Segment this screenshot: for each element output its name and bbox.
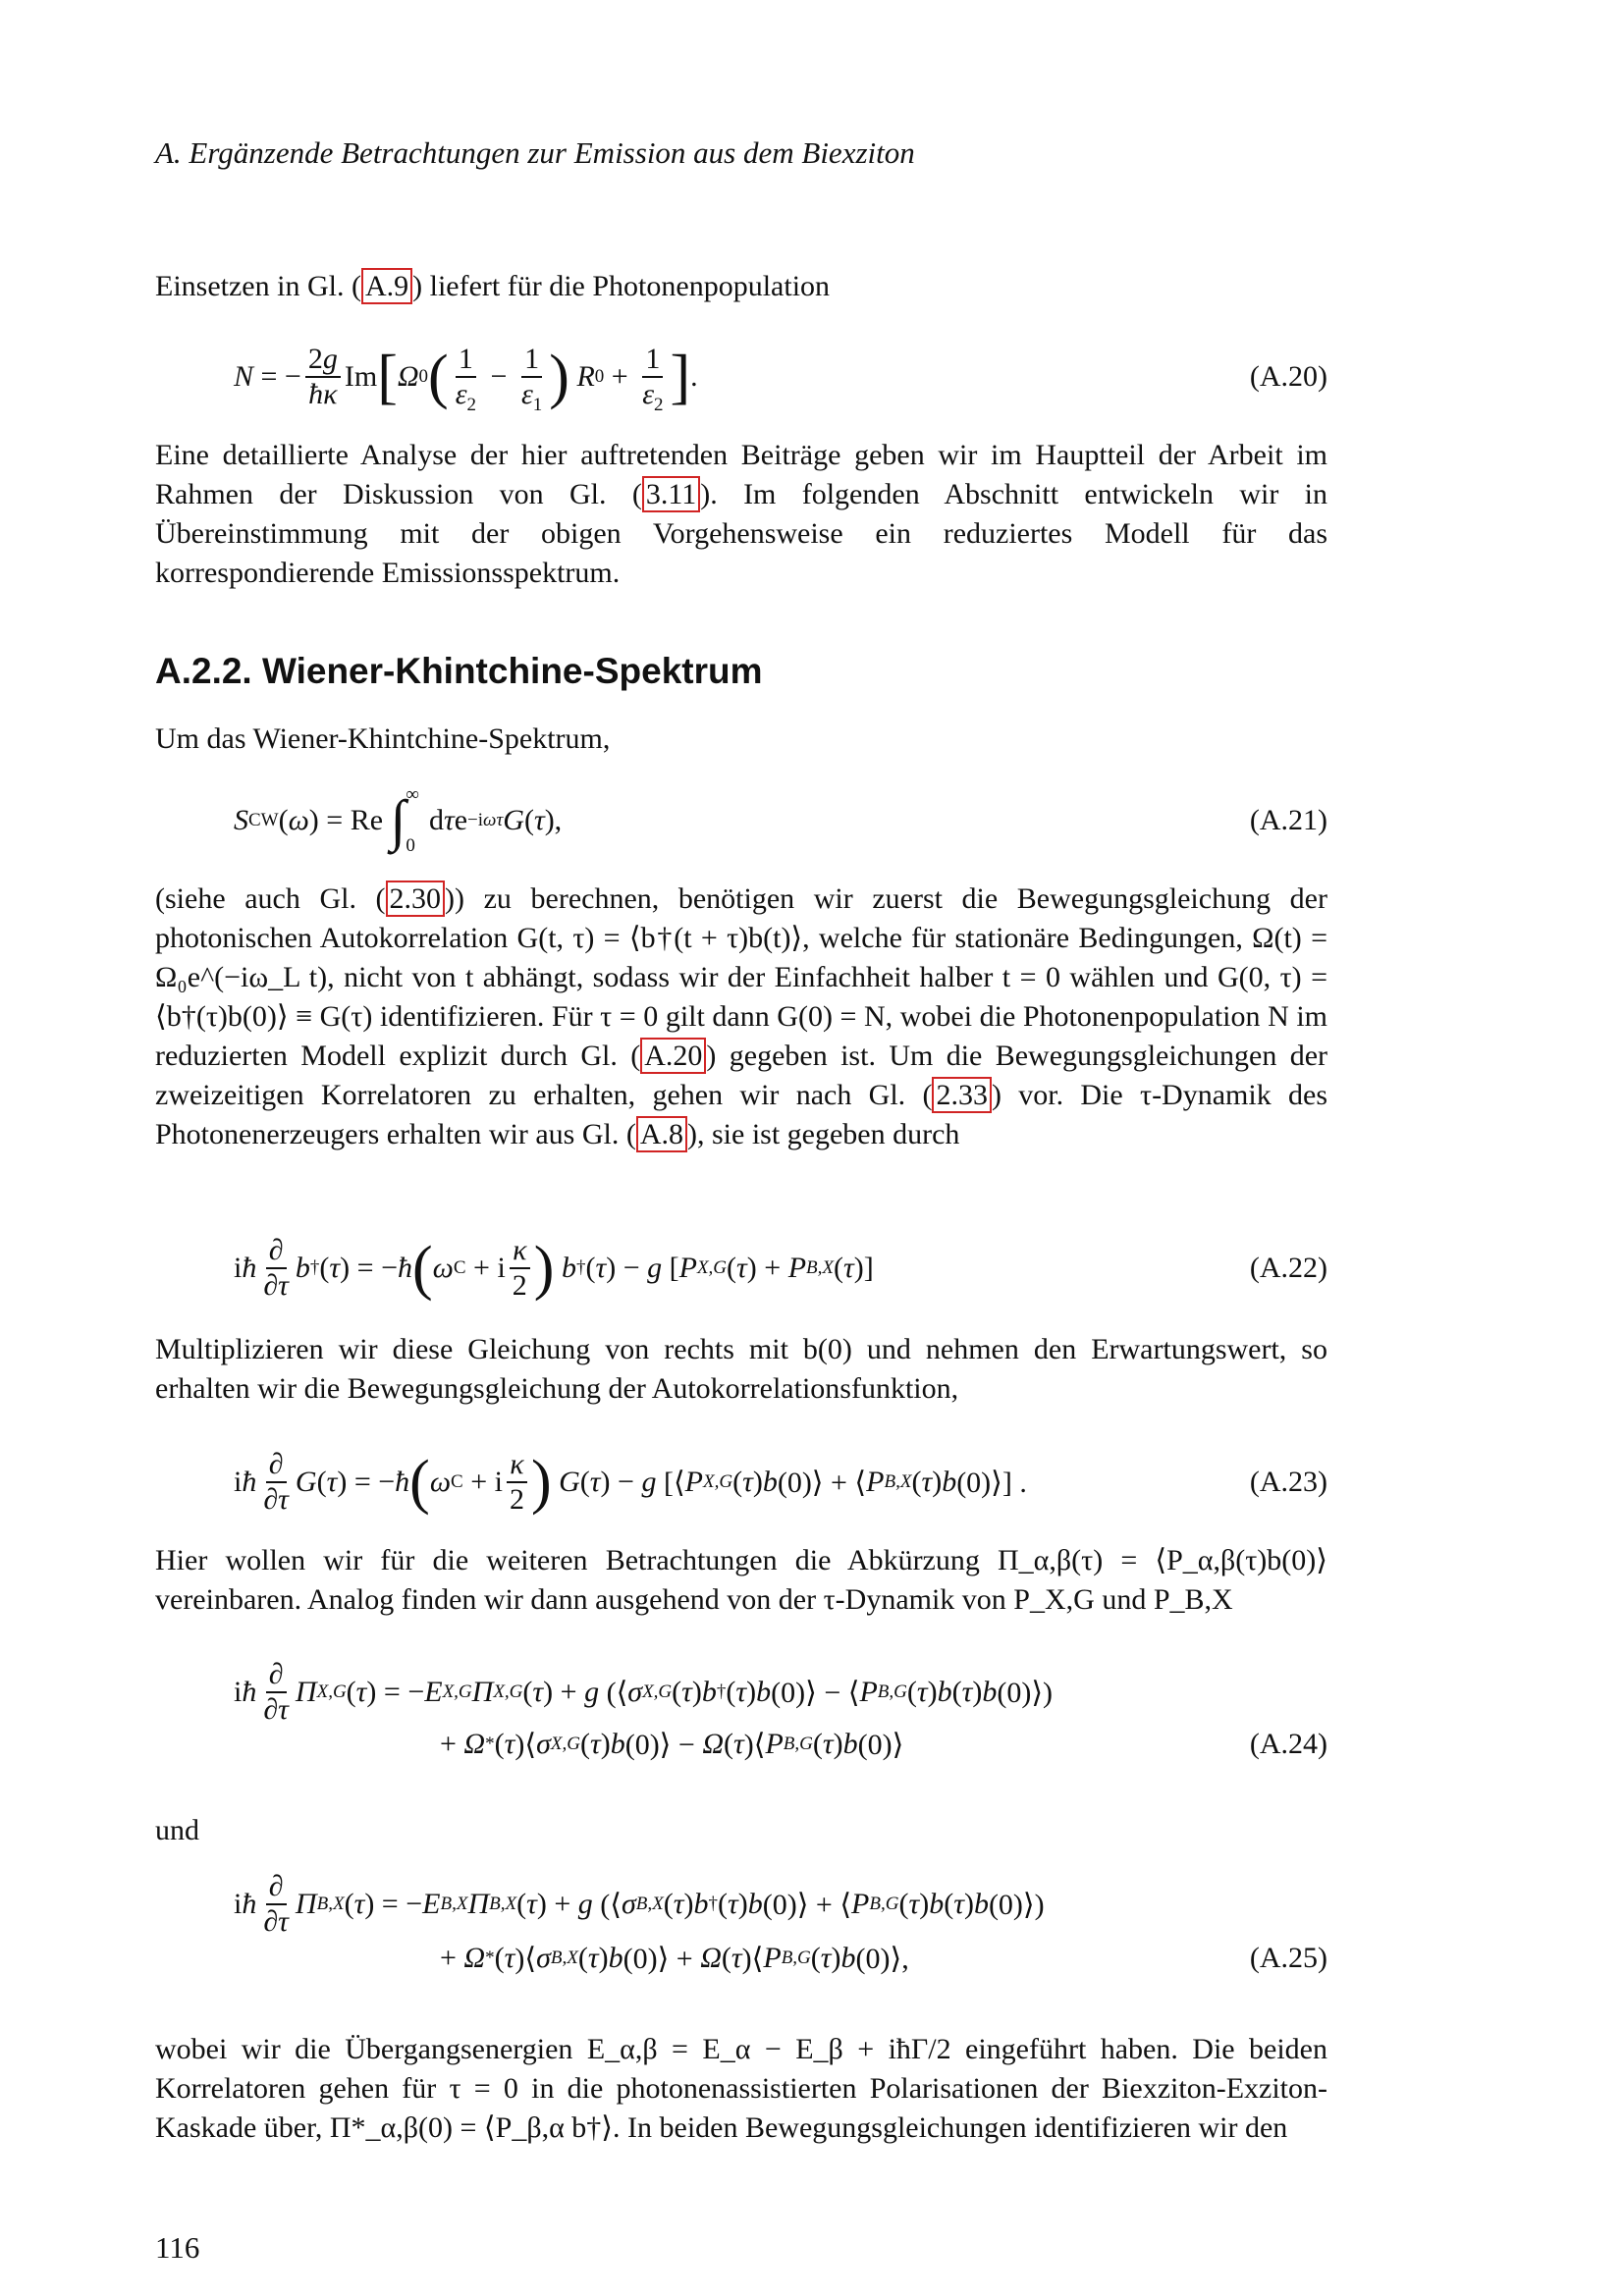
text: ) gegeben ist. Um die Bewegungsgleichungen der zweizeitigen Korrelatoren zu erhalten, gehen wir nach Gl. (: [155, 1040, 1327, 1111]
equation-body: i ħ $\frac{\partial}{\partial\tau}$ b † ( τ ) = − ħ ( ω C + i $\frac{\kappa}{2}$ ) b † ( τ ) − g [ P X,G ( τ ) + P B,X ( τ )]: [234, 1234, 874, 1302]
document-page: [155, 0, 1327, 2296]
paragraph-abbreviation: Hier wollen wir für die weiteren Betrachtungen die Abkürzung Π_α,β(τ) = ⟨P_α,β(τ)b(0)⟩ vereinbaren. Analog finden wir dann ausgehend von der τ-Dynamik von P_X,G und P_B,X: [155, 1544, 1327, 1616]
paragraph-autocorrelation: [155, 880, 1327, 1154]
equation-body: S CW ( ω ) = Re ∫ ∞ 0 d τ e −iωτ G ( τ ),: [234, 784, 563, 856]
running-head: A. Ergänzende Betrachtungen zur Emission aus dem Biexziton: [155, 135, 915, 170]
equation-line-2: + Ω * ( τ )⟨ σ B,X ( τ ) b (0)⟩ + Ω ( τ )⟨ P B,G ( τ ) b (0)⟩,: [440, 1942, 909, 1975]
paragraph-transition-energies: wobei wir die Übergangsenergien E_α,β = E_α − E_β + iħΓ/2 eingeführt haben. Die beiden Korrelatoren gehen für τ = 0 in die photonenassistierten Polarisationen der Biexziton-Exziton-Kaskade über, Π*_α,β(0) = ⟨P_β,α b†⟩. In beiden Bewegungsgleichungen identifizieren wir den: [155, 2033, 1327, 2144]
page-number: 116: [155, 2230, 200, 2265]
text: ). Im folgenden Abschnitt entwickeln wir in Übereinstimmung mit der obigen Vorgehensweise ein reduziertes Modell für das korrespondierende Emissionsspektrum.: [155, 478, 1327, 589]
equation-a25-line-2: [155, 1934, 1327, 1983]
equation-body: i ħ $\frac{\partial}{\partial\tau}$ G ( τ ) = − ħ ( ω C + i $\frac{\kappa}{2}$ ) G ( τ ) − g [⟨ P X,G ( τ ) b (0)⟩ + ⟨ P B,X ( τ ) b (0)⟩] .: [234, 1448, 1027, 1516]
equation-a23: [155, 1441, 1327, 1523]
equation-a21: [155, 777, 1327, 864]
equation-line-1: i ħ $\frac{\partial}{\partial\tau}$ Π X,G ( τ ) = − E X,G Π X,G ( τ ) + g (⟨ σ X,G ( τ ) b † ( τ ) b (0)⟩ − ⟨ P B,G ( τ ) b ( τ ) b (0)⟩): [234, 1658, 1054, 1726]
text: (siehe auch Gl. (: [155, 882, 386, 915]
paragraph-intro: Einsetzen in Gl. ( A.9 ) liefert für die Photonenpopulation: [155, 270, 831, 302]
equation-link[interactable]: A.20: [640, 1038, 706, 1074]
equation-number: (A.23): [1249, 1466, 1327, 1498]
equation-number: (A.22): [1249, 1252, 1327, 1284]
text: )) zu berechnen, benötigen wir zuerst die Bewegungsgleichung der photonischen Autokorrelation G(t, τ) = ⟨b†(t + τ)b(t)⟩, welche für stationäre Bedingungen, Ω(t) = Ω₀e^(−iω_L t), nicht von t abhängt, sodass wir der Einfachheit halber t = 0 wählen und G(0, τ) = ⟨b†(τ)b(0)⟩ ≡ G(τ) identifizieren. Für τ = 0 gilt dann G(0) = N, wobei die Photonenpopulation N im reduzierten Modell explizit durch Gl. (: [155, 882, 1327, 1072]
text: ), sie ist gegeben durch: [687, 1118, 960, 1150]
equation-link[interactable]: 2.33: [932, 1077, 992, 1113]
equation-line-1: i ħ $\frac{\partial}{\partial\tau}$ Π B,X ( τ ) = − E B,X Π B,X ( τ ) + g (⟨ σ B,X ( τ ) b † ( τ ) b (0)⟩ + ⟨ P B,G ( τ ) b ( τ ) b (0)⟩): [234, 1870, 1045, 1938]
equation-a24-line-2: [155, 1720, 1327, 1769]
text: Eine detaillierte Analyse der hier auftretenden Beiträge geben wir im Hauptteil der Arbeit im Rahmen der Diskussion von Gl. (: [155, 439, 1327, 510]
equation-body: N = − $\frac{2g}{ħ\kappa}$ Im [ Ω 0 ( $\frac{1}{\varepsilon_2}$ − $\frac{1}{\varepsilon_1}$ ) R 0 + $\frac{1}{\varepsilon_2}$ ] .: [234, 343, 698, 415]
text: liefert für die Photonenpopulation: [422, 270, 831, 302]
equation-number: (A.20): [1249, 360, 1327, 393]
equation-number: (A.21): [1249, 804, 1327, 836]
paragraph-multiply: Multiplizieren wir diese Gleichung von rechts mit b(0) und nehmen den Erwartungswert, so erhalten wir die Bewegungsgleichung der Autokorrelationsfunktion,: [155, 1333, 1327, 1405]
section-heading: A.2.2. Wiener-Khintchine-Spektrum: [155, 651, 763, 691]
paragraph-wk-intro: Um das Wiener-Khintchine-Spektrum,: [155, 722, 611, 755]
equation-link[interactable]: 2.30: [386, 881, 446, 917]
equation-number: (A.25): [1249, 1942, 1327, 1974]
text: Einsetzen in Gl.: [155, 270, 352, 302]
equation-link[interactable]: A.8: [636, 1116, 687, 1152]
equation-a20: [155, 336, 1327, 418]
equation-number: (A.24): [1249, 1728, 1327, 1760]
equation-link[interactable]: 3.11: [642, 476, 700, 512]
paragraph-and: und: [155, 1814, 199, 1846]
paragraph-analysis: [155, 436, 1327, 593]
equation-link[interactable]: A.9: [361, 268, 412, 304]
equation-line-2: + Ω * ( τ )⟨ σ X,G ( τ ) b (0)⟩ − Ω ( τ )⟨ P B,G ( τ ) b (0)⟩: [440, 1728, 904, 1761]
equation-a22: [155, 1227, 1327, 1309]
text: ) vor. Die τ-Dynamik des Photonenerzeugers erhalten wir aus Gl. (: [155, 1079, 1328, 1150]
